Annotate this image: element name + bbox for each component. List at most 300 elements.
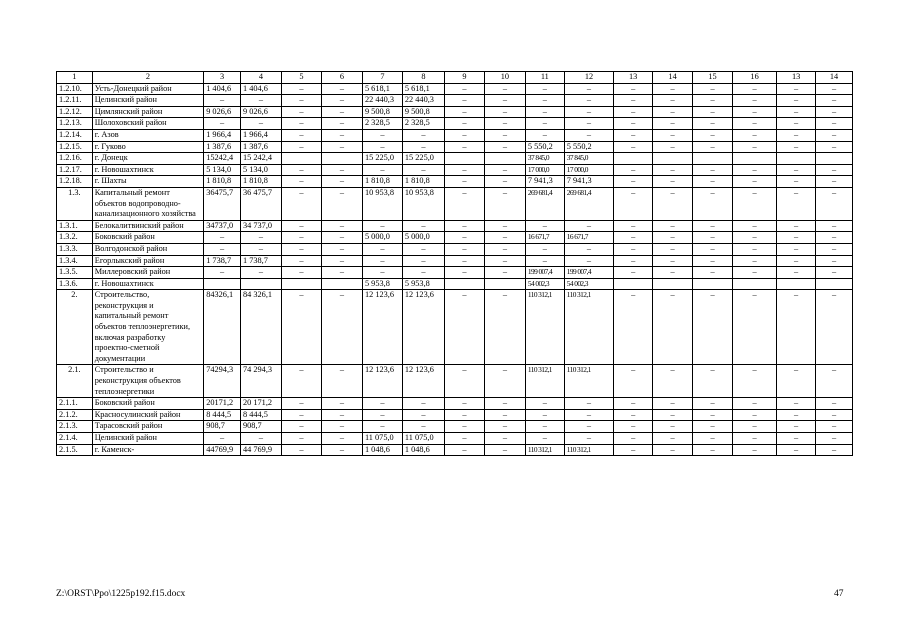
value-cell: –	[693, 141, 733, 153]
value-cell: –	[693, 409, 733, 421]
column-number: 10	[484, 72, 525, 84]
value-cell: –	[204, 433, 241, 445]
value-cell: –	[653, 409, 693, 421]
value-cell	[444, 278, 484, 290]
value-cell: 10 953,8	[402, 187, 444, 220]
value-cell: –	[321, 421, 362, 433]
table-body	[57, 72, 853, 456]
value-cell: –	[614, 95, 653, 107]
value-cell: –	[204, 243, 241, 255]
table-row	[57, 421, 853, 433]
value-cell: –	[733, 129, 777, 141]
value-cell: –	[525, 243, 564, 255]
row-index: 2.	[57, 290, 93, 365]
value-cell: –	[693, 290, 733, 365]
value-cell: –	[816, 255, 853, 267]
value-cell: –	[564, 129, 613, 141]
table-row	[57, 95, 853, 107]
value-cell: –	[653, 95, 693, 107]
value-cell: –	[816, 220, 853, 232]
value-cell: –	[693, 243, 733, 255]
value-cell: 1 404,6	[204, 83, 241, 95]
row-name: Шолоховский район	[92, 118, 203, 130]
column-number: 2	[92, 72, 203, 84]
value-cell: 36 475,7	[241, 187, 282, 220]
table-row	[57, 398, 853, 410]
value-cell	[693, 278, 733, 290]
value-cell: –	[362, 141, 402, 153]
value-cell: 74 294,3	[241, 365, 282, 398]
value-cell: –	[241, 118, 282, 130]
value-cell: –	[733, 118, 777, 130]
row-name: г. Азов	[92, 129, 203, 141]
value-cell: –	[321, 267, 362, 279]
value-cell: –	[204, 118, 241, 130]
column-number: 8	[402, 72, 444, 84]
value-cell: –	[653, 129, 693, 141]
value-cell: –	[733, 106, 777, 118]
value-cell: –	[733, 95, 777, 107]
value-cell: –	[614, 83, 653, 95]
value-cell: –	[777, 164, 816, 176]
table-row	[57, 141, 853, 153]
value-cell	[321, 153, 362, 165]
value-cell: –	[525, 255, 564, 267]
value-cell: –	[693, 421, 733, 433]
value-cell: 1 738,7	[204, 255, 241, 267]
table-row	[57, 106, 853, 118]
value-cell: 5 618,1	[402, 83, 444, 95]
row-index: 1.2.18.	[57, 176, 93, 188]
value-cell: –	[653, 118, 693, 130]
value-cell: –	[282, 141, 322, 153]
value-cell	[777, 278, 816, 290]
value-cell: –	[733, 187, 777, 220]
value-cell: –	[614, 421, 653, 433]
row-name: Белокалитвинский район	[92, 220, 203, 232]
value-cell: –	[816, 95, 853, 107]
column-number: 3	[204, 72, 241, 84]
value-cell: –	[282, 176, 322, 188]
value-cell: –	[816, 421, 853, 433]
value-cell: –	[444, 267, 484, 279]
value-cell: 84326,1	[204, 290, 241, 365]
row-name: Целинский район	[92, 433, 203, 445]
value-cell: –	[777, 232, 816, 244]
value-cell: –	[564, 83, 613, 95]
value-cell: –	[653, 220, 693, 232]
value-cell: –	[321, 220, 362, 232]
value-cell: –	[241, 267, 282, 279]
value-cell: 9 026,6	[204, 106, 241, 118]
value-cell: –	[777, 421, 816, 433]
value-cell	[282, 278, 322, 290]
value-cell: 908,7	[204, 421, 241, 433]
value-cell: –	[733, 433, 777, 445]
value-cell: –	[653, 433, 693, 445]
column-number: 15	[693, 72, 733, 84]
value-cell: –	[525, 83, 564, 95]
value-cell: –	[444, 409, 484, 421]
value-cell: –	[321, 255, 362, 267]
value-cell: –	[282, 433, 322, 445]
value-cell: –	[816, 141, 853, 153]
value-cell: –	[816, 118, 853, 130]
value-cell: –	[816, 433, 853, 445]
value-cell: –	[282, 95, 322, 107]
value-cell: –	[402, 129, 444, 141]
row-index: 1.3.	[57, 187, 93, 220]
value-cell: –	[282, 365, 322, 398]
row-name: Миллеровский район	[92, 267, 203, 279]
value-cell: 1 810,8	[362, 176, 402, 188]
value-cell: –	[733, 267, 777, 279]
value-cell: –	[525, 118, 564, 130]
value-cell: –	[444, 176, 484, 188]
value-cell: –	[614, 398, 653, 410]
value-cell: –	[362, 398, 402, 410]
value-cell: –	[525, 409, 564, 421]
value-cell: –	[241, 433, 282, 445]
value-cell: –	[444, 290, 484, 365]
value-cell: 22 440,3	[402, 95, 444, 107]
value-cell: –	[525, 106, 564, 118]
value-cell: –	[614, 444, 653, 456]
value-cell: –	[484, 255, 525, 267]
value-cell: –	[484, 129, 525, 141]
value-cell: 15 242,4	[241, 153, 282, 165]
value-cell: –	[402, 220, 444, 232]
value-cell: –	[693, 164, 733, 176]
value-cell: –	[653, 164, 693, 176]
value-cell: –	[362, 421, 402, 433]
value-cell: –	[777, 176, 816, 188]
value-cell	[653, 278, 693, 290]
value-cell: –	[653, 243, 693, 255]
value-cell: –	[321, 129, 362, 141]
value-cell: –	[693, 444, 733, 456]
value-cell	[816, 153, 853, 165]
value-cell: 1 387,6	[241, 141, 282, 153]
row-name: Волгодонской район	[92, 243, 203, 255]
value-cell: –	[693, 433, 733, 445]
value-cell: –	[241, 232, 282, 244]
value-cell	[321, 278, 362, 290]
value-cell: –	[525, 421, 564, 433]
value-cell: –	[525, 433, 564, 445]
table-row	[57, 129, 853, 141]
value-cell: –	[321, 409, 362, 421]
value-cell: –	[402, 398, 444, 410]
value-cell: –	[564, 255, 613, 267]
value-cell: –	[484, 176, 525, 188]
value-cell: –	[653, 421, 693, 433]
value-cell: –	[282, 220, 322, 232]
row-index: 2.1.4.	[57, 433, 93, 445]
value-cell: 7 941,3	[564, 176, 613, 188]
value-cell: 54 002,3	[564, 278, 613, 290]
value-cell: –	[777, 290, 816, 365]
value-cell: –	[402, 409, 444, 421]
row-name: Тарасовский район	[92, 421, 203, 433]
value-cell: –	[362, 267, 402, 279]
value-cell: 5 000,0	[362, 232, 402, 244]
value-cell	[733, 278, 777, 290]
value-cell: 36475,7	[204, 187, 241, 220]
row-index: 2.1.1.	[57, 398, 93, 410]
value-cell: –	[444, 141, 484, 153]
value-cell: –	[321, 118, 362, 130]
value-cell: –	[733, 243, 777, 255]
value-cell: –	[564, 106, 613, 118]
value-cell: –	[614, 232, 653, 244]
value-cell: –	[693, 398, 733, 410]
value-cell	[484, 153, 525, 165]
value-cell: –	[484, 365, 525, 398]
value-cell: –	[321, 164, 362, 176]
value-cell: –	[733, 444, 777, 456]
value-cell: –	[816, 290, 853, 365]
value-cell: –	[816, 365, 853, 398]
table-row	[57, 409, 853, 421]
value-cell: –	[402, 141, 444, 153]
value-cell: –	[362, 255, 402, 267]
value-cell: 74294,3	[204, 365, 241, 398]
value-cell	[204, 278, 241, 290]
value-cell	[733, 153, 777, 165]
value-cell: –	[484, 141, 525, 153]
value-cell: –	[777, 243, 816, 255]
value-cell: –	[777, 444, 816, 456]
value-cell: –	[777, 255, 816, 267]
value-cell: 1 404,6	[241, 83, 282, 95]
value-cell: 10 953,8	[362, 187, 402, 220]
value-cell: 1 966,4	[241, 129, 282, 141]
value-cell: –	[402, 421, 444, 433]
value-cell: –	[362, 164, 402, 176]
value-cell: –	[816, 83, 853, 95]
value-cell: –	[614, 255, 653, 267]
value-cell: 7 941,3	[525, 176, 564, 188]
row-index: 1.2.13.	[57, 118, 93, 130]
value-cell: 110 312,1	[525, 290, 564, 365]
value-cell: –	[564, 409, 613, 421]
value-cell: –	[693, 106, 733, 118]
value-cell: –	[282, 129, 322, 141]
value-cell: –	[653, 365, 693, 398]
value-cell: –	[733, 290, 777, 365]
row-index: 2.1.3.	[57, 421, 93, 433]
value-cell: –	[484, 164, 525, 176]
value-cell: –	[564, 118, 613, 130]
value-cell: –	[614, 433, 653, 445]
value-cell	[614, 278, 653, 290]
value-cell: 16 671,7	[525, 232, 564, 244]
row-index: 1.2.17.	[57, 164, 93, 176]
value-cell: –	[733, 421, 777, 433]
value-cell: –	[444, 398, 484, 410]
table-row	[57, 153, 853, 165]
value-cell: 1 738,7	[241, 255, 282, 267]
row-name: Боковский район	[92, 398, 203, 410]
row-index: 1.2.10.	[57, 83, 93, 95]
value-cell: 12 123,6	[402, 290, 444, 365]
value-cell: –	[653, 232, 693, 244]
value-cell: 1 810,8	[204, 176, 241, 188]
column-number: 9	[444, 72, 484, 84]
value-cell: –	[321, 95, 362, 107]
value-cell: 84 326,1	[241, 290, 282, 365]
row-index: 1.2.12.	[57, 106, 93, 118]
value-cell: 11 075,0	[402, 433, 444, 445]
value-cell: 11 075,0	[362, 433, 402, 445]
row-name: Целинский район	[92, 95, 203, 107]
value-cell: –	[653, 176, 693, 188]
value-cell: –	[525, 129, 564, 141]
value-cell: –	[816, 176, 853, 188]
value-cell: –	[693, 365, 733, 398]
table-row	[57, 255, 853, 267]
row-name: Егорлыкский район	[92, 255, 203, 267]
value-cell: –	[653, 290, 693, 365]
value-cell: 44769,9	[204, 444, 241, 456]
value-cell: –	[282, 83, 322, 95]
value-cell: –	[777, 129, 816, 141]
value-cell	[777, 153, 816, 165]
row-index: 1.3.1.	[57, 220, 93, 232]
value-cell: –	[484, 290, 525, 365]
value-cell: 20171,2	[204, 398, 241, 410]
column-number: 5	[282, 72, 322, 84]
table-row	[57, 365, 853, 398]
table-row	[57, 118, 853, 130]
value-cell: –	[733, 164, 777, 176]
value-cell: –	[733, 398, 777, 410]
table-row	[57, 444, 853, 456]
value-cell: –	[614, 187, 653, 220]
value-cell: –	[321, 433, 362, 445]
column-number: 16	[733, 72, 777, 84]
value-cell: –	[484, 398, 525, 410]
value-cell: 5 618,1	[362, 83, 402, 95]
value-cell	[653, 153, 693, 165]
row-index: 1.2.14.	[57, 129, 93, 141]
value-cell: –	[444, 365, 484, 398]
value-cell	[614, 153, 653, 165]
table-row	[57, 433, 853, 445]
value-cell: –	[816, 164, 853, 176]
value-cell: –	[484, 243, 525, 255]
value-cell: 1 810,8	[402, 176, 444, 188]
value-cell: –	[693, 267, 733, 279]
value-cell: 2 328,5	[402, 118, 444, 130]
value-cell: –	[444, 220, 484, 232]
row-name: г. Гуково	[92, 141, 203, 153]
value-cell: –	[484, 433, 525, 445]
value-cell: –	[484, 232, 525, 244]
value-cell: 110 312,1	[525, 444, 564, 456]
value-cell: 1 387,6	[204, 141, 241, 153]
value-cell: –	[777, 220, 816, 232]
value-cell: –	[564, 398, 613, 410]
value-cell: 1 810,8	[241, 176, 282, 188]
column-number: 11	[525, 72, 564, 84]
value-cell: 5 000,0	[402, 232, 444, 244]
value-cell: –	[204, 95, 241, 107]
value-cell: 17 000,0	[525, 164, 564, 176]
value-cell: –	[484, 83, 525, 95]
value-cell: –	[693, 232, 733, 244]
value-cell: –	[693, 255, 733, 267]
value-cell: –	[614, 409, 653, 421]
value-cell: –	[282, 255, 322, 267]
value-cell: –	[614, 220, 653, 232]
value-cell: 54 002,3	[525, 278, 564, 290]
value-cell: –	[614, 141, 653, 153]
value-cell: 110 312,1	[564, 290, 613, 365]
value-cell: –	[282, 409, 322, 421]
row-index: 1.2.11.	[57, 95, 93, 107]
value-cell: –	[564, 243, 613, 255]
column-number: 4	[241, 72, 282, 84]
value-cell: –	[653, 106, 693, 118]
value-cell: 5 134,0	[241, 164, 282, 176]
value-cell: 34737,0	[204, 220, 241, 232]
value-cell: 5 134,0	[204, 164, 241, 176]
value-cell: –	[733, 141, 777, 153]
value-cell: –	[362, 409, 402, 421]
value-cell: –	[816, 129, 853, 141]
value-cell: –	[321, 243, 362, 255]
value-cell: 5 550,2	[525, 141, 564, 153]
value-cell: –	[362, 243, 402, 255]
value-cell: 1 048,6	[402, 444, 444, 456]
value-cell: 9 500,8	[362, 106, 402, 118]
value-cell: –	[444, 83, 484, 95]
value-cell: –	[204, 267, 241, 279]
value-cell: –	[321, 398, 362, 410]
value-cell: –	[816, 267, 853, 279]
value-cell: 199 007,4	[525, 267, 564, 279]
value-cell: –	[282, 118, 322, 130]
value-cell: –	[653, 444, 693, 456]
value-cell	[816, 278, 853, 290]
value-cell: 269 681,4	[525, 187, 564, 220]
table-row	[57, 83, 853, 95]
table-row	[57, 220, 853, 232]
table-row	[57, 278, 853, 290]
table-row	[57, 176, 853, 188]
value-cell: –	[614, 267, 653, 279]
value-cell: –	[777, 398, 816, 410]
value-cell: –	[321, 290, 362, 365]
value-cell: –	[321, 365, 362, 398]
value-cell: –	[484, 106, 525, 118]
value-cell: –	[777, 95, 816, 107]
value-cell: 8 444,5	[204, 409, 241, 421]
value-cell: –	[777, 118, 816, 130]
value-cell: –	[402, 164, 444, 176]
row-index: 2.1.2.	[57, 409, 93, 421]
row-name: Строительство, реконструкция и капитальный ремонт объектов теплоэнергетики, включая разработку проектно-сметной документации	[92, 290, 203, 365]
column-number: 14	[653, 72, 693, 84]
value-cell: –	[444, 187, 484, 220]
row-index: 1.3.2.	[57, 232, 93, 244]
value-cell: –	[733, 176, 777, 188]
row-name: г. Шахты	[92, 176, 203, 188]
value-cell: –	[444, 444, 484, 456]
value-cell: –	[733, 220, 777, 232]
